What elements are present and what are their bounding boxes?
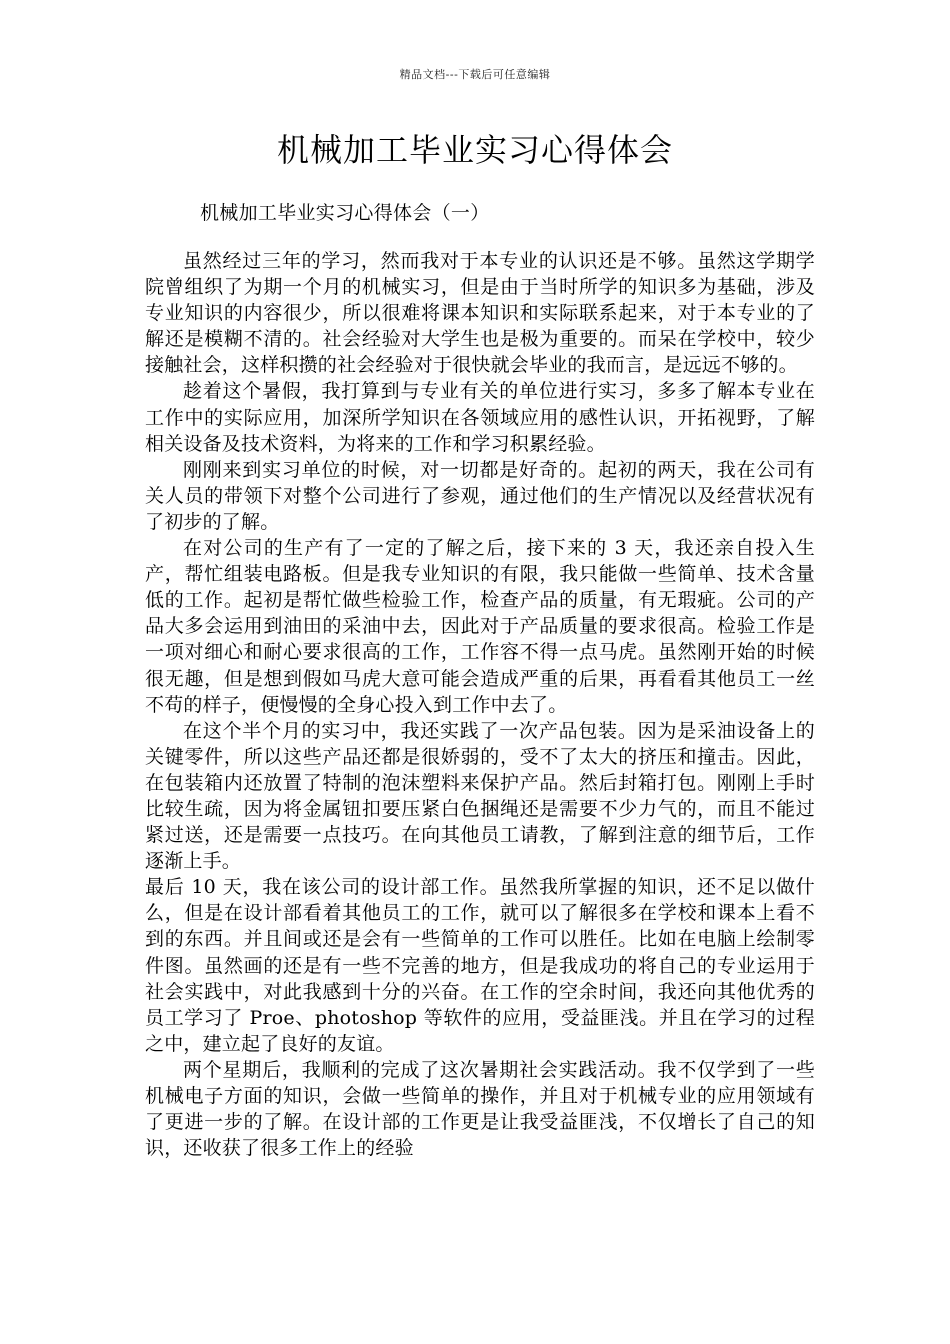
paragraph: 两个星期后，我顺利的完成了这次暑期社会实践活动。我不仅学到了一些机械电子方面的知识，会做一些简单的操作，并且对于机械专业的应用领域有了更进一步的了解。在设计部的工作更是让我受益匪浅，不仅增长了自己的知识，还收获了很多工作上的经验 (145, 1058, 815, 1160)
document-subtitle: 机械加工毕业实习心得体会（一） (200, 202, 490, 224)
paragraph: 在对公司的生产有了一定的了解之后，接下来的 3 天，我还亲自投入生产，帮忙组装电路板。但是我专业知识的有限，我只能做一些简单、技术含量低的工作。起初是帮忙做些检验工作，检查产品的质量，有无瑕疵。公司的产品大多会运用到油田的采油中去，因此对于产品质量的要求很高。检验工作是一项对细心和耐心要求很高的工作，工作容不得一点马虎。虽然刚开始的时候很无趣，但是想到假如马虎大意可能会造成严重的后果，再看看其他员工一丝不苟的样子，便慢慢的全身心投入到工作中去了。 (145, 537, 815, 716)
document-title: 机械加工毕业实习心得体会 (276, 131, 673, 169)
paragraph: 趁着这个暑假，我打算到与专业有关的单位进行实习，多多了解本专业在工作中的实际应用，加深所学知识在各领域应用的感性认识，开拓视野，了解相关设备及技术资料，为将来的工作和学习积累经验。 (145, 380, 815, 455)
header-note: 精品文档---下载后可任意编辑 (399, 68, 551, 81)
paragraph: 最后 10 天，我在该公司的设计部工作。虽然我所掌握的知识，还不足以做什么，但是在设计部看着其他员工的工作，就可以了解很多在学校和课本上看不到的东西。并且间或还是会有一些简单的工作可以胜任。比如在电脑上绘制零件图。虽然画的还是有一些不完善的地方，但是我成功的将自己的专业运用于社会实践中，对此我感到十分的兴奋。在工作的空余时间，我还向其他优秀的员工学习了 Proe、photoshop 等软件的应用，受益匪浅。并且在学习的过程之中，建立起了良好的友谊。 (145, 876, 815, 1055)
paragraph: 刚刚来到实习单位的时候，对一切都是好奇的。起初的两天，我在公司有关人员的带领下对整个公司进行了参观，通过他们的生产情况以及经营状况有了初步的了解。 (145, 458, 815, 533)
paragraph: 在这个半个月的实习中，我还实践了一次产品包装。因为是采油设备上的关键零件，所以这些产品还都是很娇弱的，受不了太大的挤压和撞击。因此，在包装箱内还放置了特制的泡沫塑料来保护产品。然后封箱打包。刚刚上手时比较生疏，因为将金属钮扣要压紧白色捆绳还是需要不少力气的，而且不能过紧过送，还是需要一点技巧。在向其他员工请教，了解到注意的细节后，工作逐渐上手。 (145, 719, 815, 873)
paragraph: 虽然经过三年的学习，然而我对于本专业的认识还是不够。虽然这学期学院曾组织了为期一个月的机械实习，但是由于当时所学的知识多为基础，涉及专业知识的内容很少，所以很难将课本知识和实际联系起来，对于本专业的了解还是模糊不清的。社会经验对大学生也是极为重要的。而呆在学校中，较少接触社会，这样积攒的社会经验对于很快就会毕业的我而言，是远远不够的。 (145, 250, 815, 377)
document-body (145, 248, 815, 1161)
